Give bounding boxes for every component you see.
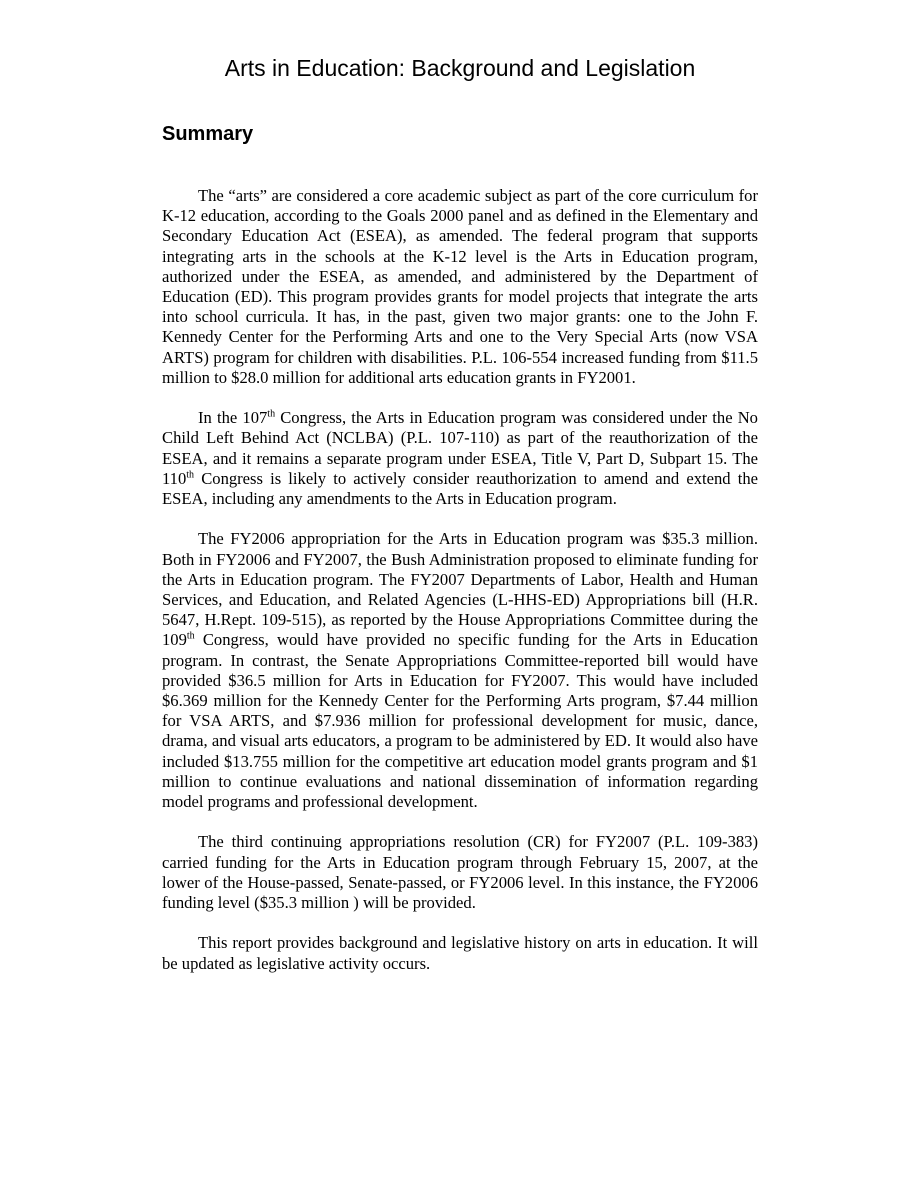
paragraph-5: This report provides background and legislative history on arts in education. It will be updated as legislative activity occurs. bbox=[162, 933, 758, 973]
ordinal-suffix: th bbox=[267, 408, 276, 420]
paragraph-2-text-b: Congress, the Arts in Education program was considered under the No Child Left Behind Act (NCLBA) (P.L. 107-110) as part of the reauthorization of the ESEA, and it remains a separate program under ESEA, Title V, Part D, Subpart 15. The 110 bbox=[162, 408, 758, 488]
section-heading-summary: Summary bbox=[162, 123, 254, 145]
paragraph-2 bbox=[162, 408, 758, 509]
document-title: Arts in Education: Background and Legislation bbox=[224, 55, 696, 81]
paragraph-2-text-c: Congress is likely to actively consider reauthorization to amend and extend the ESEA, including any amendments to the Arts in Education program. bbox=[162, 468, 758, 509]
paragraph-1: The “arts” are considered a core academic subject as part of the core curriculum for K-12 education, according to the Goals 2000 panel and as defined in the Elementary and Secondary Education Act (ESEA), as amended. The federal program that supports integrating arts in the schools at the K-12 level is the Arts in Education program, authorized under the ESEA, as amended, and administered by the Department of Education (ED). This program provides grants for model projects that integrate the arts into school curricula. It has, in the past, given two major grants: one to the John F. Kennedy Center for the Performing Arts and one to the Very Special Arts (now VSA ARTS) program for children with disabilities. P.L. 106-554 increased funding from $11.5 million to $28.0 million for additional arts education grants in FY2001. bbox=[162, 186, 758, 387]
paragraph-2-text-a: In the 107 bbox=[198, 408, 268, 428]
paragraph-3-text-a: The FY2006 appropriation for the Arts in Education program was $35.3 million. Both in FY2006 and FY2007, the Bush Administration proposed to eliminate funding for the Arts in Education program. The FY2007 Departments of Labor, Health and Human Services, and Education, and Related Agencies (L-HHS-ED) Appropriations bill (H.R. 5647, H.Rept. 109-515), as reported by the House Appropriations Committee during the 109 bbox=[162, 529, 758, 650]
paragraph-3 bbox=[162, 529, 758, 812]
ordinal-suffix: th bbox=[186, 630, 195, 642]
summary-body bbox=[162, 186, 758, 994]
paragraph-3-text-b: Congress, would have provided no specific funding for the Arts in Education program. In contrast, the Senate Appropriations Committee-reported bill would have provided $36.5 million for Arts in Education for FY2007. This would have included $6.369 million for the Kennedy Center for the Performing Arts program, $7.44 million for VSA ARTS, and $7.936 million for professional development for music, dance, drama, and visual arts educators, a program to be administered by ED. It would also have included $13.755 million for the competitive art education model grants program and $1 million to continue evaluations and national dissemination of information regarding model programs and professional development. bbox=[162, 630, 758, 812]
paragraph-4: The third continuing appropriations resolution (CR) for FY2007 (P.L. 109-383) carried funding for the Arts in Education program through February 15, 2007, at the lower of the House-passed, Senate-passed, or FY2006 level. In this instance, the FY2006 funding level ($35.3 million ) will be provided. bbox=[162, 832, 758, 913]
ordinal-suffix: th bbox=[186, 469, 195, 481]
